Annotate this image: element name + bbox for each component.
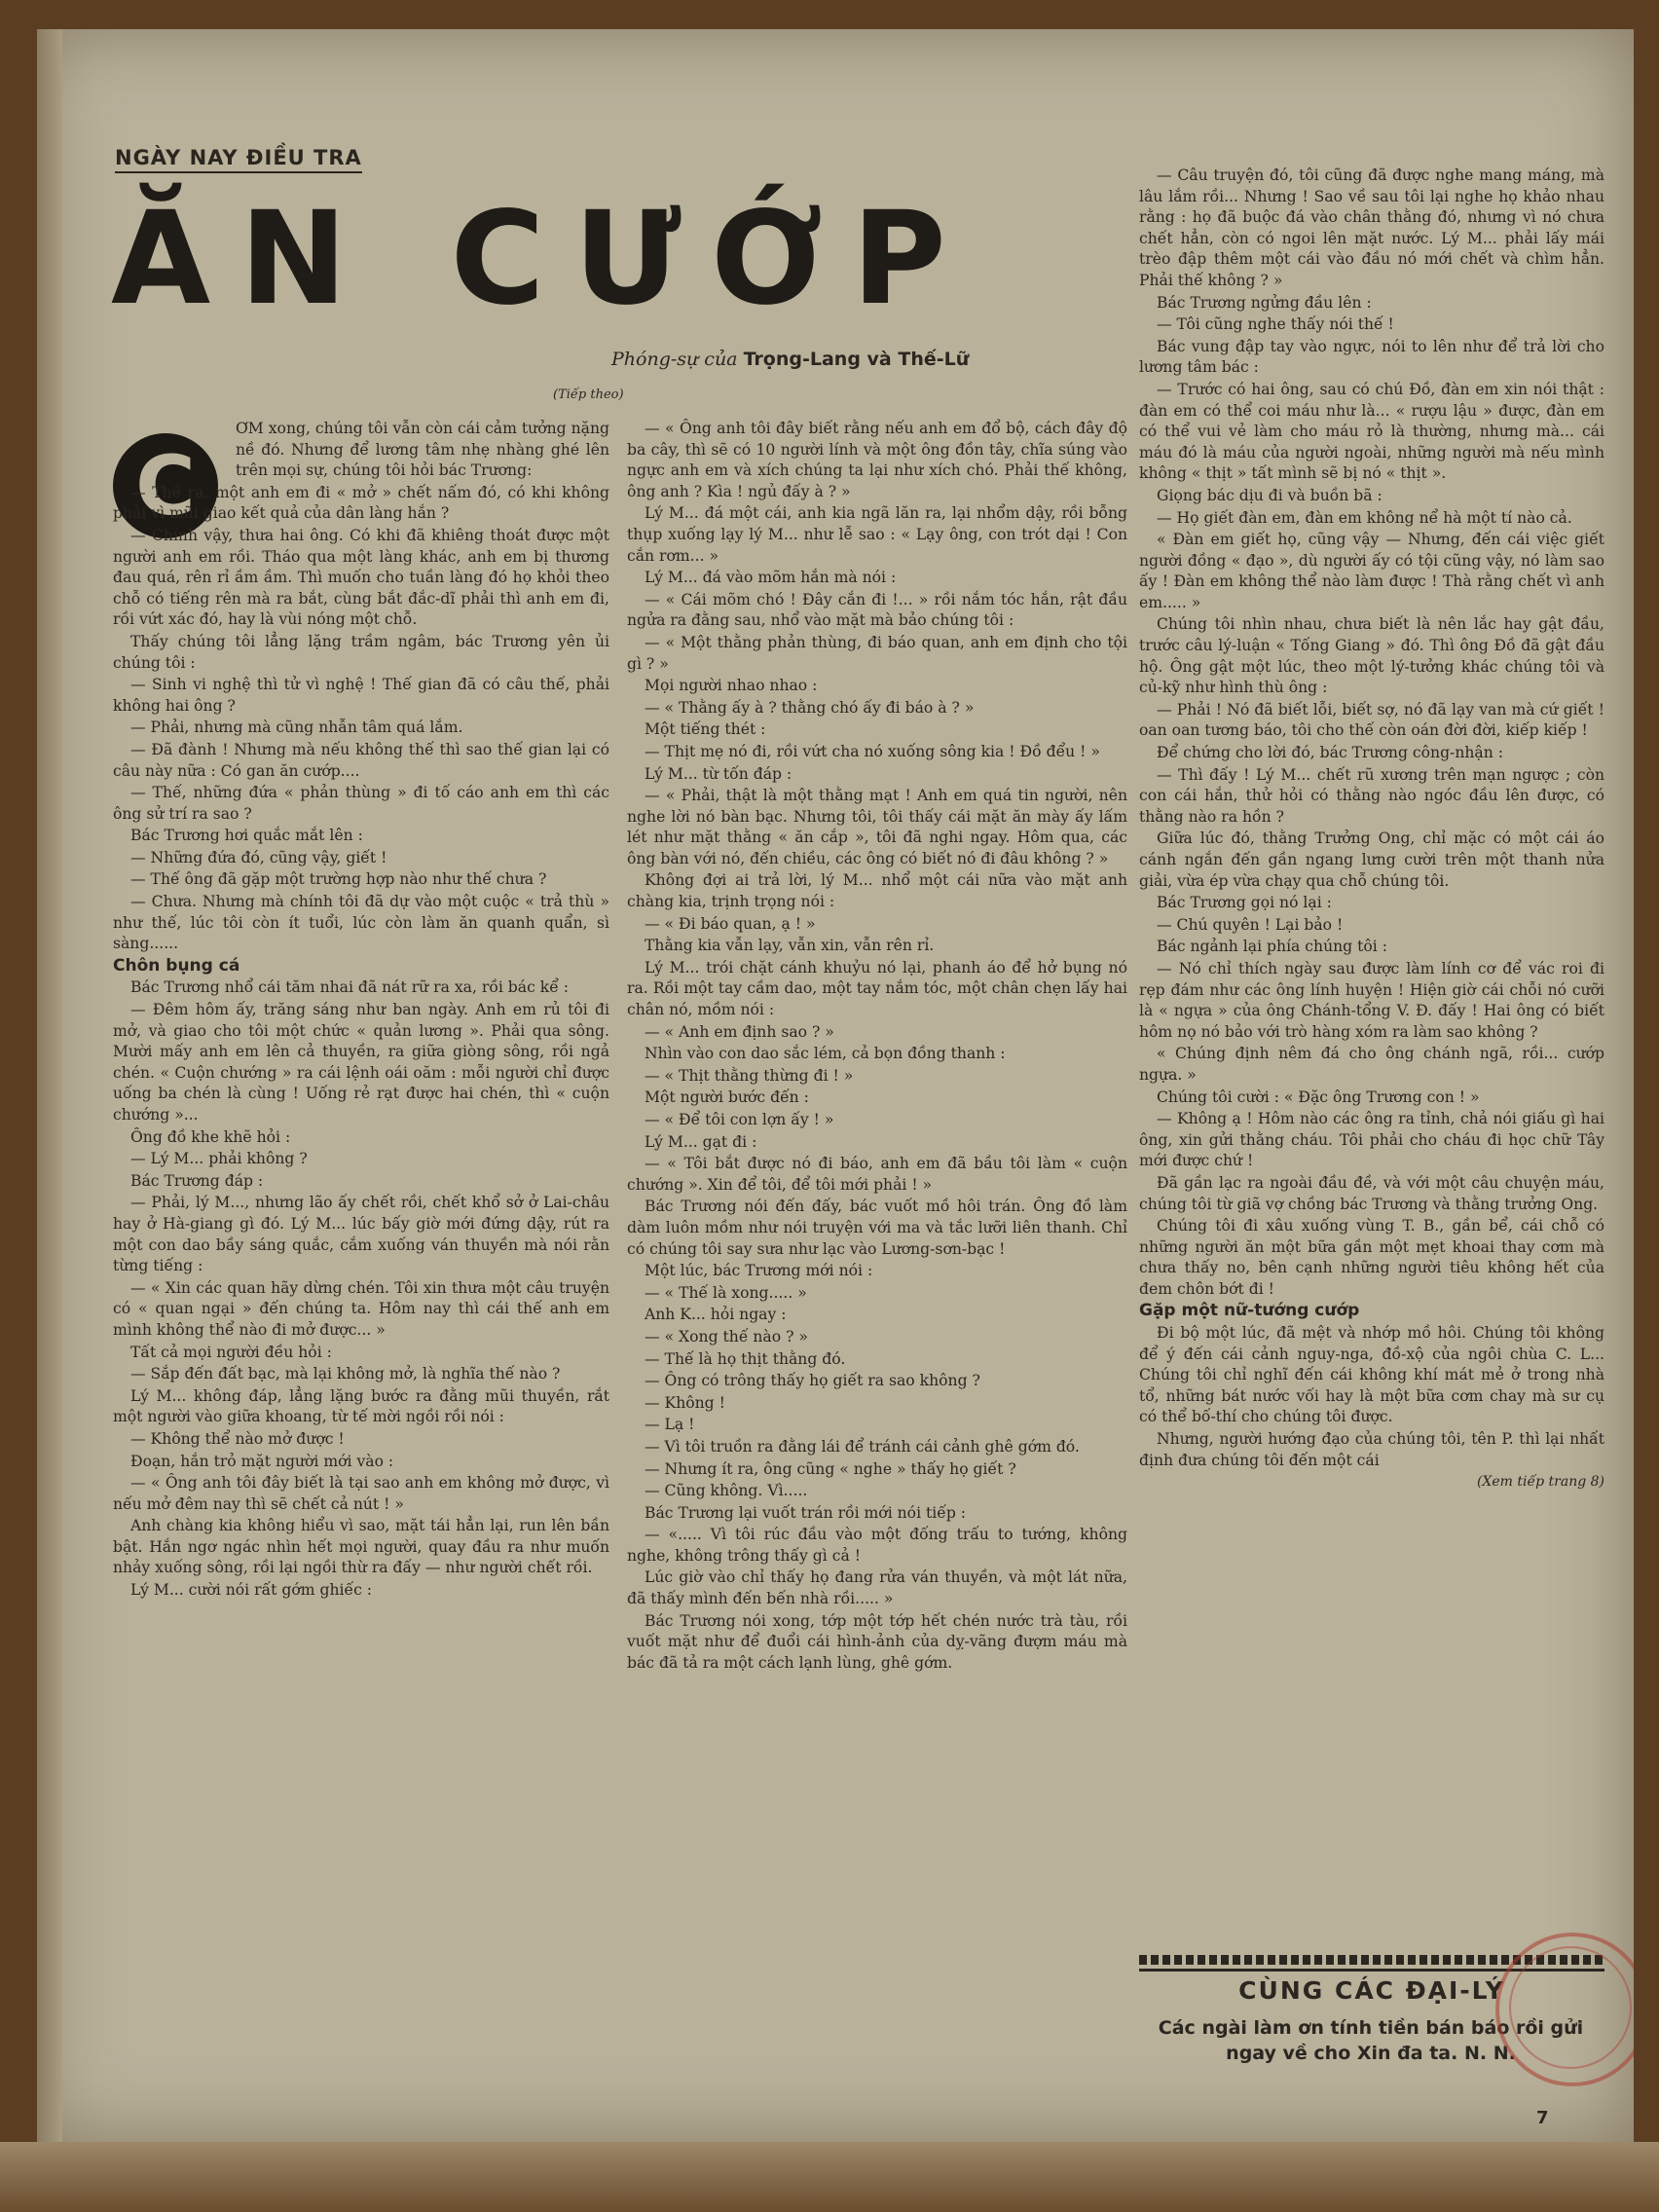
paragraph: — Trước có hai ông, sau có chú Đồ, đàn em xin nói thật : đàn em có thể coi máu như là... « rượu lậu » được, đàn em có thể vui vẻ làm cho máu rỏ là thường, nhưng mà... cái máu đó là máu của người ngoài, những người mà nếu mình không « thịt » tất mình sẽ bị nó « thịt ».	[1139, 380, 1604, 483]
paragraph: Tất cả mọi người đều hỏi :	[130, 1343, 332, 1361]
paragraph: — Đêm hôm ấy, trăng sáng như ban ngày. Anh em rủ tôi đi mở, và giao cho tôi một chức « quản lương ». Phải qua sông. Mười mấy anh em lên cả thuyền, ra giữa giòng sông, rồi ngả chén. « Cuộn chướng » ra cái lệnh oái oăm : mỗi người chỉ được uống ba chén là cùng ! Uống rẻ rạt được hai chén, thì « cuộn chướng »...	[113, 1001, 609, 1124]
paragraph: — Tôi cũng nghe thấy nói thế !	[1157, 315, 1394, 334]
paragraph: Giọng bác dịu đi và buồn bã :	[1157, 486, 1382, 504]
paragraph: — Sinh vi nghệ thì tử vì nghệ ! Thế gian đã có câu thế, phải không hai ông ?	[113, 676, 609, 715]
paragraph: — « Một thằng phản thùng, đi báo quan, anh em định cho tội gì ? »	[627, 633, 1127, 673]
paragraph: — Chính vậy, thưa hai ông. Có khi đã khiêng thoát được một người anh em rồi. Tháo qua một làng khác, anh em bị thương đau quá, rên rỉ ầm ầm. Thì muốn cho tuần làng đó họ khỏi theo chỗ có tiếng rên mà ra bắt, cùng bắt đắc-dĩ phải thì anh em đi, rồi vứt xác đó, hay là vùi nóng một chỗ.	[113, 526, 609, 629]
paragraph: Lý M... trói chặt cánh khuỷu nó lại, phanh áo để hở bụng nó ra. Rồi một tay cầm dao, một tay nắm tóc, một chân chẹn lấy hai chân nó, mồm nói :	[627, 958, 1127, 1019]
paragraph: — Cũng không. Vì.....	[645, 1482, 808, 1500]
paragraph: — « Để tôi con lợn ấy ! »	[645, 1111, 834, 1128]
section-kicker: NGÀY NAY ĐIỀU TRA	[115, 146, 362, 173]
paragraph: Bác Trương nói xong, tớp một tớp hết chén nước trà tàu, rồi vuốt mặt như để đuổi cái hình-ảnh của dỵ-vãng đượm máu mà bác đã tả ra một cách lạnh lùng, ghê gớm.	[627, 1611, 1127, 1672]
paragraph: — Không !	[645, 1393, 725, 1412]
byline	[611, 349, 969, 370]
paragraph: — Ông có trông thấy họ giết ra sao không ?	[645, 1372, 980, 1390]
paragraph: — Không thể nào mở được !	[130, 1429, 345, 1448]
paragraph: « Chúng định nêm đá cho ông chánh ngã, rồi... cướp ngựa. »	[1139, 1045, 1604, 1084]
subheading: Chôn bụng cá	[113, 955, 240, 976]
paragraph: — « Cái mõm chó ! Đây cắn đi !... » rồi nắm tóc hắn, rật đầu ngửa ra đằng sau, nhổ vào mặt mà bảo chúng tôi :	[627, 590, 1127, 630]
column-3	[1139, 166, 1604, 1494]
paragraph: Một lúc, bác Trương mới nói :	[645, 1262, 873, 1280]
paragraph: Nhìn vào con dao sắc lém, cả bọn đồng thanh :	[645, 1045, 1006, 1063]
paragraph: — Đã đành ! Nhưng mà nếu không thế thì sao thế gian lại có câu này nữa : Có gan ăn cướp....	[113, 740, 609, 780]
paragraph: Lý M... gạt đi :	[645, 1132, 757, 1151]
paragraph: Bác Trương đáp :	[130, 1171, 264, 1190]
paragraph: — « Phải, thật là một thằng mạt ! Anh em quá tin người, nên nghe lời nó bàn bạc. Nhưng tôi, tôi thấy cái mặt ăn mày ấy lấm lét như mặt thằng « ăn cắp », tôi đã nghi ngay. Hôm qua, các ông bàn với nó, đến chiều, các ông có biết nó đi đâu không ? »	[627, 787, 1127, 867]
column-2	[627, 419, 1127, 1675]
newspaper-page	[37, 29, 1634, 2142]
paragraph: Mọi người nhao nhao :	[645, 677, 818, 695]
paragraph: Bác vung đập tay vào ngực, nói to lên như để trả lời cho lương tâm bác :	[1139, 337, 1604, 377]
paragraph: — Phải, nhưng mà cũng nhẫn tâm quá lắm.	[130, 719, 463, 737]
paragraph: Ông đồ khe khẽ hỏi :	[130, 1127, 291, 1146]
paragraph: Lúc giờ vào chỉ thấy họ đang rửa ván thuyền, và một lát nữa, đã thấy mình đến bến nhà rồi..... »	[627, 1568, 1127, 1608]
paragraph: — Họ giết đàn em, đàn em không nể hà một tí nào cả.	[1157, 508, 1572, 527]
paragraph: — « Tôi bắt được nó đi báo, anh em đã bầu tôi làm « cuộn chướng ». Xin để tôi, để tôi mới phải ! »	[627, 1155, 1127, 1194]
paragraph: — Sắp đến đất bạc, mà lại không mở, là nghĩa thế nào ?	[130, 1365, 561, 1383]
paragraph: — Phải, lý M..., nhưng lão ấy chết rồi, chết khổ sở ở Lai-châu hay ở Hà-giang gì đó. Lý M... lúc bấy giờ mới đứng dậy, rút ra một con dao bầy sáng quắc, cắm xuống ván thuyền mà nói rằn từng tiếng :	[113, 1194, 609, 1275]
paragraph: — Thế ông đã gặp một trường hợp nào như thế chưa ?	[130, 870, 547, 889]
paragraph: — Thế, những đứa « phản thùng » đi tố cáo anh em thì các ông sử trí ra sao ?	[113, 784, 609, 823]
paragraph: — Thế là họ thịt thằng đó.	[645, 1349, 846, 1368]
paragraph: Giữa lúc đó, thằng Trưởng Ong, chỉ mặc có một cái áo cánh ngắn đến gần ngang lưng cười trên một thanh nửa giải, vừa ép vừa chạy qua chỗ chúng tôi.	[1139, 830, 1604, 890]
paragraph: ƠM xong, chúng tôi vẫn còn cái cảm tưởng nặng nề đó. Nhưng để lương tâm nhẹ nhàng ghé lên trên mọi sự, chúng tôi hỏi bác Trương:	[236, 420, 609, 480]
library-stamp-inner	[1509, 1946, 1632, 2069]
subheading: Gặp một nữ-tướng cướp	[1139, 1301, 1360, 1321]
paragraph: — Chú quyên ! Lại bảo !	[1157, 915, 1344, 934]
page-number: 7	[1536, 2108, 1549, 2128]
paragraph: — Vì tôi truồn ra đằng lái để tránh cái cảnh ghê gớm đó.	[645, 1437, 1080, 1456]
paragraph: Chúng tôi nhìn nhau, chưa biết là nên lắc hay gật đầu, trước câu lý-luận « Tống Giang » đó. Thì ông Đồ đã gật đầu hộ. Ông gật một lúc, theo một lý-tưởng khác chúng tôi và củ-kỹ như hình thù ông :	[1139, 615, 1604, 697]
paragraph: — « Xong thế nào ? »	[645, 1327, 808, 1346]
paragraph: — Nhưng ít ra, ông cũng « nghe » thấy họ giết ?	[645, 1459, 1016, 1478]
paragraph: — Chưa. Nhưng mà chính tôi đã dự vào một cuộc « trả thù » như thế, lúc tôi còn ít tuổi, lúc còn làm ăn quanh quẩn, sì sàng......	[113, 893, 609, 953]
paragraph: — Thế ra, một anh em đi « mở » chết nấm đó, có khi không phải vì mũi giao kết quả của dân làng hắn ?	[113, 483, 609, 523]
paragraph: Không đợi ai trả lời, lý M... nhổ một cái nữa vào mặt anh chàng kia, trịnh trọng nói :	[627, 871, 1127, 911]
paragraph: Đi bộ một lúc, đã mệt và nhớp mồ hôi. Chúng tôi không để ý đến cái cảnh nguy-nga, đồ-xộ của ngôi chùa C. L... Chúng tôi chỉ nghĩ đến cái không khí mát mẻ ở trong nhà tổ, những bát nước vối hay là một bữa cơm chay mà sư cụ có thể bố-thí cho chúng tôi được.	[1139, 1324, 1604, 1426]
paragraph: Bác Trương gọi nó lại :	[1157, 894, 1332, 912]
paragraph: — «..... Vì tôi rúc đầu vào một đống trấu to tướng, không nghe, không trông thấy gì cả !	[627, 1526, 1127, 1565]
paragraph: Bác ngảnh lại phía chúng tôi :	[1157, 938, 1387, 956]
paragraph: Bác Trương nhổ cái tăm nhai đã nát rữ ra xa, rồi bác kể :	[130, 978, 570, 997]
paragraph: « Đàn em giết họ, cũng vậy — Nhưng, đến cái việc giết người đồng « đạo », dù người ấy có tội cũng vậy, nó làm sao ấy ! Đàn em không thể nào làm được ! Thà rằng chết vì anh em..... »	[1139, 531, 1604, 611]
paragraph: Lý M... không đáp, lẳng lặng bước ra đằng mũi thuyền, rắt một người vào giữa khoang, từ tế mời ngồi rồi nói :	[113, 1386, 609, 1426]
paragraph: Một người bước đến :	[645, 1088, 809, 1107]
paragraph: Lý M... từ tốn đáp :	[645, 764, 793, 783]
paragraph: — « Thịt thằng thừng đi ! »	[645, 1066, 854, 1085]
paragraph: Bác Trương hơi quắc mắt lên :	[130, 827, 363, 845]
paragraph: Lý M... đá một cái, anh kia ngã lăn ra, lại nhổm dậy, rồi bỗng thụp xuống lạy lý M... như lễ sao : « Lạy ông, con trót dại ! Con cắn rơm... »	[627, 504, 1127, 565]
paragraph: — « Ông anh tôi đây biết rằng nếu anh em đổ bộ, cách đây độ ba cây, thì sẽ có 10 người lính và một ông đồn tây, chĩa súng vào ngực anh em và xích chúng ta lại như xích chó. Phải thế không, ông anh ? Kìa ! ngủ đấy à ? »	[627, 420, 1127, 500]
paragraph: Đoạn, hắn trỏ mặt người mới vào :	[130, 1452, 394, 1470]
page-binding	[37, 29, 62, 2142]
paragraph: — Thì đấy ! Lý M... chết rũ xương trên mạn ngược ; còn con cái hắn, thử hỏi có thằng nào ngóc đầu lên được, có thằng nào ra hồn ?	[1139, 765, 1604, 826]
table-edge	[0, 2142, 1659, 2212]
paragraph: Một tiếng thét :	[645, 720, 766, 739]
paragraph: Anh chàng kia không hiểu vì sao, mặt tái hẳn lại, run lên bần bật. Hắn ngơ ngác nhìn hết mọi người, quay đầu ra như muốn nhảy xuống sông, rồi lại ngồi thừ ra đấy — như người chết rồi.	[113, 1517, 609, 1577]
continued-note: (Xem tiếp trang 8)	[1476, 1474, 1604, 1491]
paragraph: Thằng kia vẫn lạy, vẫn xin, vẫn rên rỉ.	[645, 937, 935, 955]
paragraph: Nhưng, người hướng đạo của chúng tôi, tên P. thì lại nhất định đưa chúng tôi đến một cái	[1139, 1430, 1604, 1469]
paragraph: Thấy chúng tôi lẳng lặng trầm ngâm, bác Trương yên ủi chúng tôi :	[113, 632, 609, 672]
paragraph: — Câu truyện đó, tôi cũng đã được nghe mang máng, mà lâu lắm rồi... Nhưng ! Sao về sau tôi lại nghe họ khảo nhau rằng : họ đã buộc đá vào chân thằng đó, nhưng vì nó chưa chết hẳn, còn có ngoi lên mặt nước. Lý M... phải lấy mái trèo đập thêm một cái vào đầu nó mới chết và chìm hẳn. Phải thế không ? »	[1139, 166, 1604, 289]
paragraph: Đã gần lạc ra ngoài đầu đề, và với một câu chuyện máu, chúng tôi từ giã vợ chồng bác Trương và thằng trưởng Ong.	[1139, 1173, 1604, 1213]
byline-prefix: Phóng-sự của	[611, 349, 738, 370]
paragraph: — Những đứa đó, cũng vậy, giết !	[130, 848, 387, 866]
notice-text: Các ngài làm ơn tính tiền bán báo rồi gửi ngay về cho Xin đa ta. N. N.	[1158, 2017, 1584, 2064]
article-headline: ĂN CƯỚP	[111, 184, 976, 334]
paragraph: — Phải ! Nó đã biết lỗi, biết sợ, nó đã lạy van mà cứ giết ! oan oan tương báo, tôi cho thế còn oán đời đời, kiếp kiếp !	[1139, 700, 1604, 740]
paragraph: Lý M... đá vào mõm hắn mà nói :	[645, 569, 897, 587]
paragraph: Để chứng cho lời đó, bác Trương công-nhận :	[1157, 744, 1503, 762]
paragraph: — « Thế là xong..... »	[645, 1283, 807, 1302]
byline-authors: Trọng-Lang và Thế-Lữ	[743, 349, 970, 370]
paragraph: — « Anh em định sao ? »	[645, 1022, 834, 1041]
paragraph: — « Đi báo quan, ạ ! »	[645, 914, 816, 933]
paragraph: Bác Trương ngửng đầu lên :	[1157, 293, 1372, 312]
drop-cap: C	[113, 433, 218, 538]
paragraph: Bác Trương nói đến đấy, bác vuốt mồ hôi trán. Ông đồ làm dàm luôn mồm như nói truyện với ma và tắc lưỡi liên thanh. Chỉ có chúng tôi say sưa như lạc vào Lương-sơn-bạc !	[627, 1198, 1127, 1258]
paragraph: — « Ông anh tôi đây biết là tại sao anh em không mở được, vì nếu mở đêm nay thì sẽ chết cả nút ! »	[113, 1474, 609, 1513]
paragraph: — Lý M... phải không ?	[130, 1150, 308, 1168]
paragraph: — Nó chỉ thích ngày sau được làm lính cơ để vác roi đi rẹp đám như các ông lính huyện ! Hiện giờ cái chỗi nó cưỡi là « ngựa » của ông Chánh-tổng V. Đ. đấy ! Hai ông có biết hôm nọ nó bảo với trò hàng xóm ra làm sao không ?	[1139, 959, 1604, 1041]
paragraph: — « Thằng ấy à ? thằng chó ấy đi báo à ? »	[645, 698, 975, 717]
column-1	[113, 419, 609, 1603]
paragraph: — « Xin các quan hãy dừng chén. Tôi xin thưa một câu truyện có « quan ngại » đến chúng ta. Hôm nay thì cái thế anh em mình không thể nào đi mở được... »	[113, 1278, 609, 1339]
paragraph: Chúng tôi cười : « Đặc ông Trương con ! »	[1157, 1088, 1480, 1106]
paragraph: Anh K... hỏi ngay :	[645, 1306, 787, 1324]
paragraph: Lý M... cười nói rất gớm ghiếc :	[130, 1581, 373, 1600]
continued-tag: (Tiếp theo)	[553, 387, 624, 402]
notice-title: CÙNG CÁC ĐẠI-LÝ	[1238, 1976, 1505, 2005]
paragraph: — Lạ !	[645, 1416, 695, 1434]
paragraph: — Thịt mẹ nó đi, rồi vứt cha nó xuống sông kia ! Đồ đểu ! »	[645, 742, 1100, 760]
paragraph: — Không ạ ! Hôm nào các ông ra tỉnh, chả nói giấu gì hai ông, xin gửi thằng cháu. Tôi phải cho cháu đi học chữ Tây mới được chứ !	[1139, 1110, 1604, 1170]
paragraph: Bác Trương lại vuốt trán rồi mới nói tiếp :	[645, 1503, 967, 1522]
paragraph: Chúng tôi đi xâu xuống vùng T. B., gần bể, cái chỗ có những người ăn một bữa gần một mẹt khoai thay cơm mà chưa thấy no, bên cạnh những người tiêu không hết của đem chôn bớt đi !	[1139, 1217, 1604, 1298]
